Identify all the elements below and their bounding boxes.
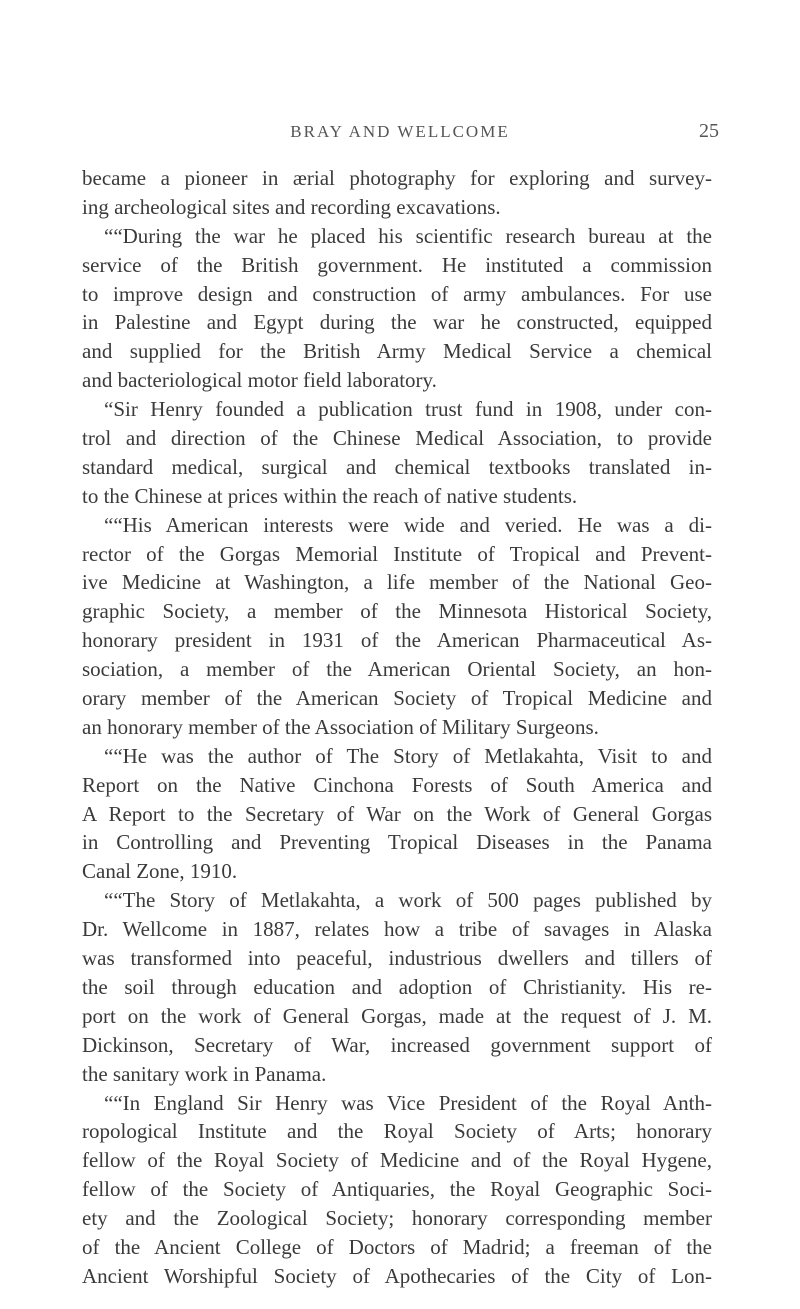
text-line: was transformed into peaceful, industrious dwellers and tillers of bbox=[82, 946, 712, 971]
page-number: 25 bbox=[699, 120, 719, 142]
text-line: ““During the war he placed his scientific research bureau at the bbox=[104, 223, 712, 248]
text-line: ety and the Zoological Society; honorary corresponding member bbox=[82, 1206, 712, 1231]
text-line: ive Medicine at Washington, a life member of the National Geo- bbox=[82, 570, 712, 595]
text-line: in Controlling and Preventing Tropical Diseases in the Panama bbox=[82, 830, 712, 855]
text-line: and supplied for the British Army Medical Service a chemical bbox=[82, 339, 712, 364]
text-line: trol and direction of the Chinese Medical Association, to provide bbox=[82, 426, 712, 451]
text-line: rector of the Gorgas Memorial Institute of Tropical and Prevent- bbox=[82, 541, 712, 566]
text-line: ““In England Sir Henry was Vice President of the Royal Anth- bbox=[104, 1090, 712, 1115]
text-line: “Sir Henry founded a publication trust fund in 1908, under con- bbox=[104, 397, 712, 422]
text-line: A Report to the Secretary of War on the Work of General Gorgas bbox=[82, 801, 712, 826]
text-line: ing archeological sites and recording excavations. bbox=[82, 194, 501, 219]
text-line: ropological Institute and the Royal Society of Arts; honorary bbox=[82, 1119, 712, 1144]
text-line: Report on the Native Cinchona Forests of South America and bbox=[82, 772, 712, 797]
text-line: Dr. Wellcome in 1887, relates how a tribe of savages in Alaska bbox=[82, 917, 712, 942]
text-line: the sanitary work in Panama. bbox=[82, 1061, 327, 1086]
text-line: Ancient Worshipful Society of Apothecaries of the City of Lon- bbox=[82, 1263, 712, 1288]
text-line: graphic Society, a member of the Minnesota Historical Society, bbox=[82, 599, 712, 624]
running-head bbox=[0, 118, 800, 158]
text-line: sociation, a member of the American Oriental Society, an hon- bbox=[82, 657, 712, 682]
text-line: port on the work of General Gorgas, made at the request of J. M. bbox=[82, 1003, 712, 1028]
text-line: Dickinson, Secretary of War, increased government support of bbox=[82, 1032, 712, 1057]
text-line: standard medical, surgical and chemical textbooks translated in- bbox=[82, 454, 712, 479]
text-line: ““He was the author of The Story of Metlakahta, Visit to and bbox=[104, 743, 712, 768]
running-title: BRAY AND WELLCOME bbox=[290, 122, 510, 141]
text-line: to the Chinese at prices within the reach of native students. bbox=[82, 483, 578, 508]
text-line: fellow of the Royal Society of Medicine and of the Royal Hygene, bbox=[82, 1148, 712, 1173]
text-line: fellow of the Society of Antiquaries, the Royal Geographic Soci- bbox=[82, 1177, 712, 1202]
text-line: became a pioneer in ærial photography for exploring and survey- bbox=[82, 166, 712, 190]
text-line: Canal Zone, 1910. bbox=[82, 859, 238, 884]
text-line: service of the British government. He instituted a commission bbox=[82, 252, 712, 277]
body-text bbox=[82, 164, 712, 1291]
text-line: honorary president in 1931 of the American Pharmaceutical As- bbox=[82, 628, 712, 653]
text-line: in Palestine and Egypt during the war he constructed, equipped bbox=[82, 310, 712, 335]
text-line: to improve design and construction of army ambulances. For use bbox=[82, 281, 712, 306]
text-line: ““The Story of Metlakahta, a work of 500 pages published by bbox=[104, 888, 712, 913]
text-line: of the Ancient College of Doctors of Madrid; a freeman of the bbox=[82, 1234, 712, 1259]
text-line: an honorary member of the Association of Military Surgeons. bbox=[82, 714, 599, 739]
text-line: and bacteriological motor field laboratory. bbox=[82, 368, 437, 393]
text-line: ““His American interests were wide and veried. He was a di- bbox=[104, 512, 712, 537]
text-line: the soil through education and adoption of Christianity. His re- bbox=[82, 974, 712, 999]
text-line: orary member of the American Society of Tropical Medicine and bbox=[82, 686, 712, 711]
